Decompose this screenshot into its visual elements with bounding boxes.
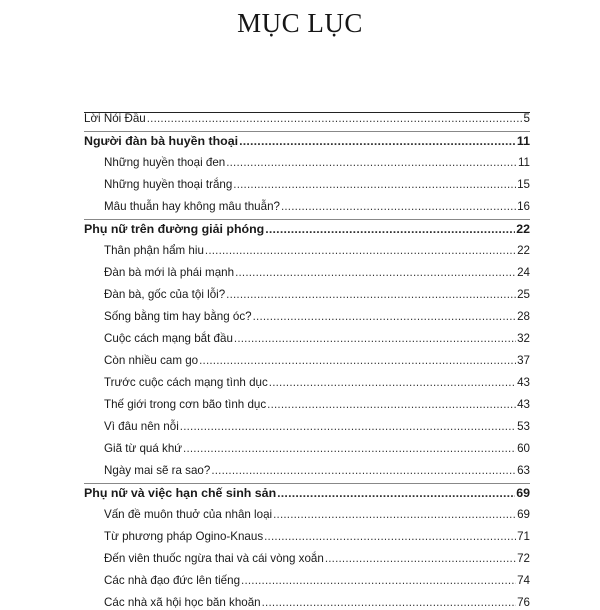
toc-page-number: 25	[517, 288, 530, 301]
dot-leader	[325, 552, 516, 566]
toc-entry-label: Những huyền thoại trắng	[104, 178, 233, 191]
toc-page-number: 11	[516, 134, 530, 148]
toc-entry-row	[104, 258, 530, 280]
dot-leader	[183, 442, 516, 456]
dot-leader	[269, 376, 516, 390]
toc-page-number: 22	[517, 244, 530, 257]
toc-entry-label: Các nhà xã hội học băn khoăn	[104, 596, 261, 609]
toc-page-number: 69	[516, 486, 530, 500]
toc-entry-label: Đàn bà, gốc của tội lỗi?	[104, 288, 226, 301]
toc-page-number: 37	[517, 354, 530, 367]
toc-page-number: 43	[517, 398, 530, 411]
toc-page-number: 24	[517, 266, 530, 279]
toc-entry-label: Những huyền thoại đen	[104, 156, 226, 169]
toc-page-number: 63	[517, 464, 530, 477]
toc-page-number: 60	[517, 442, 530, 455]
toc-page-number: 72	[517, 552, 530, 565]
toc-page-number: 15	[517, 178, 530, 191]
toc-entry-row	[104, 544, 530, 566]
toc-entry-label: Ngày mai sẽ ra sao?	[104, 464, 211, 477]
toc-page-number: 43	[517, 376, 530, 389]
dot-leader	[262, 596, 516, 610]
toc-entry-row	[104, 412, 530, 434]
toc-chapter-row	[84, 214, 530, 236]
toc-chapter-row	[84, 478, 530, 500]
toc-entry-label: Còn nhiều cam go	[104, 354, 199, 367]
toc-entry-row	[84, 104, 530, 126]
dot-leader	[267, 398, 516, 412]
toc-entry-row	[104, 588, 530, 610]
toc-entry-label: Giã từ quá khứ	[104, 442, 183, 455]
toc-entry-row	[104, 170, 530, 192]
toc-entry-label: Mâu thuẫn hay không mâu thuẫn?	[104, 200, 280, 213]
toc-entry-label: Vì đâu nên nỗi	[104, 420, 179, 433]
dot-leader	[205, 244, 516, 258]
toc-page-number: 16	[517, 200, 530, 213]
toc-entry-row	[104, 390, 530, 412]
toc-entry-label: Từ phương pháp Ogino-Knaus	[104, 530, 264, 543]
dot-leader	[239, 134, 516, 148]
toc-page-number: 28	[517, 310, 530, 323]
dot-leader	[234, 332, 516, 346]
toc-page-number: 22	[516, 222, 530, 236]
dot-leader	[211, 464, 516, 478]
toc-page-number: 71	[517, 530, 530, 543]
toc-entry-row	[104, 280, 530, 302]
dot-leader	[281, 200, 516, 214]
toc-entry-row	[104, 368, 530, 390]
dot-leader	[199, 354, 516, 368]
toc-entry-label: Thân phận hẩm hiu	[104, 244, 204, 257]
toc-entry-label: Đàn bà mới là phái mạnh	[104, 266, 235, 279]
toc-page-number: 69	[517, 508, 530, 521]
dot-leader	[264, 530, 516, 544]
toc-entry-label: Phụ nữ và việc hạn chế sinh sản	[84, 486, 277, 500]
toc-page-number: 5	[523, 112, 530, 125]
toc-entry-row	[104, 522, 530, 544]
toc-entry-row	[104, 302, 530, 324]
toc-chapter-row	[84, 126, 530, 148]
toc-entry-row	[104, 192, 530, 214]
dot-leader	[180, 420, 516, 434]
toc-entry-row	[104, 324, 530, 346]
toc-entry-row	[104, 434, 530, 456]
dot-leader	[253, 310, 516, 324]
dot-leader	[233, 178, 516, 192]
toc-page-number: 32	[517, 332, 530, 345]
dot-leader	[147, 112, 523, 126]
toc-page-number: 74	[517, 574, 530, 587]
toc-entry-row	[104, 236, 530, 258]
toc-page-number: 76	[517, 596, 530, 609]
toc-page-number: 53	[517, 420, 530, 433]
dot-leader	[265, 222, 515, 236]
dot-leader	[277, 486, 515, 500]
dot-leader	[273, 508, 516, 522]
toc-entry-row	[104, 456, 530, 478]
toc-entry-label: Vấn đề muôn thuở của nhân loại	[104, 508, 273, 521]
toc-entry-label: Trước cuộc cách mạng tình dục	[104, 376, 268, 389]
toc-entry-label: Lời Nói Đầu	[84, 112, 146, 125]
toc-entry-label: Thế giới trong cơn bão tình dục	[104, 398, 267, 411]
dot-leader	[226, 156, 517, 170]
dot-leader	[226, 288, 516, 302]
toc-entry-label: Người đàn bà huyền thoại	[84, 134, 239, 148]
toc-entry-row	[104, 148, 530, 170]
toc-entry-row	[104, 346, 530, 368]
toc-entry-label: Phụ nữ trên đường giải phóng	[84, 222, 265, 236]
toc-entry-label: Sống bằng tim hay bằng óc?	[104, 310, 252, 323]
toc-entry-row	[104, 500, 530, 522]
dot-leader	[241, 574, 516, 588]
toc-entry-row	[104, 566, 530, 588]
toc-page-number: 11	[517, 156, 530, 169]
toc-entry-label: Các nhà đạo đức lên tiếng	[104, 574, 241, 587]
dot-leader	[235, 266, 516, 280]
toc-entry-label: Cuộc cách mạng bắt đầu	[104, 332, 233, 345]
page-title: MỤC LỤC	[237, 8, 363, 38]
toc-entry-label: Đến viên thuốc ngừa thai và cái vòng xoắn	[104, 552, 324, 565]
